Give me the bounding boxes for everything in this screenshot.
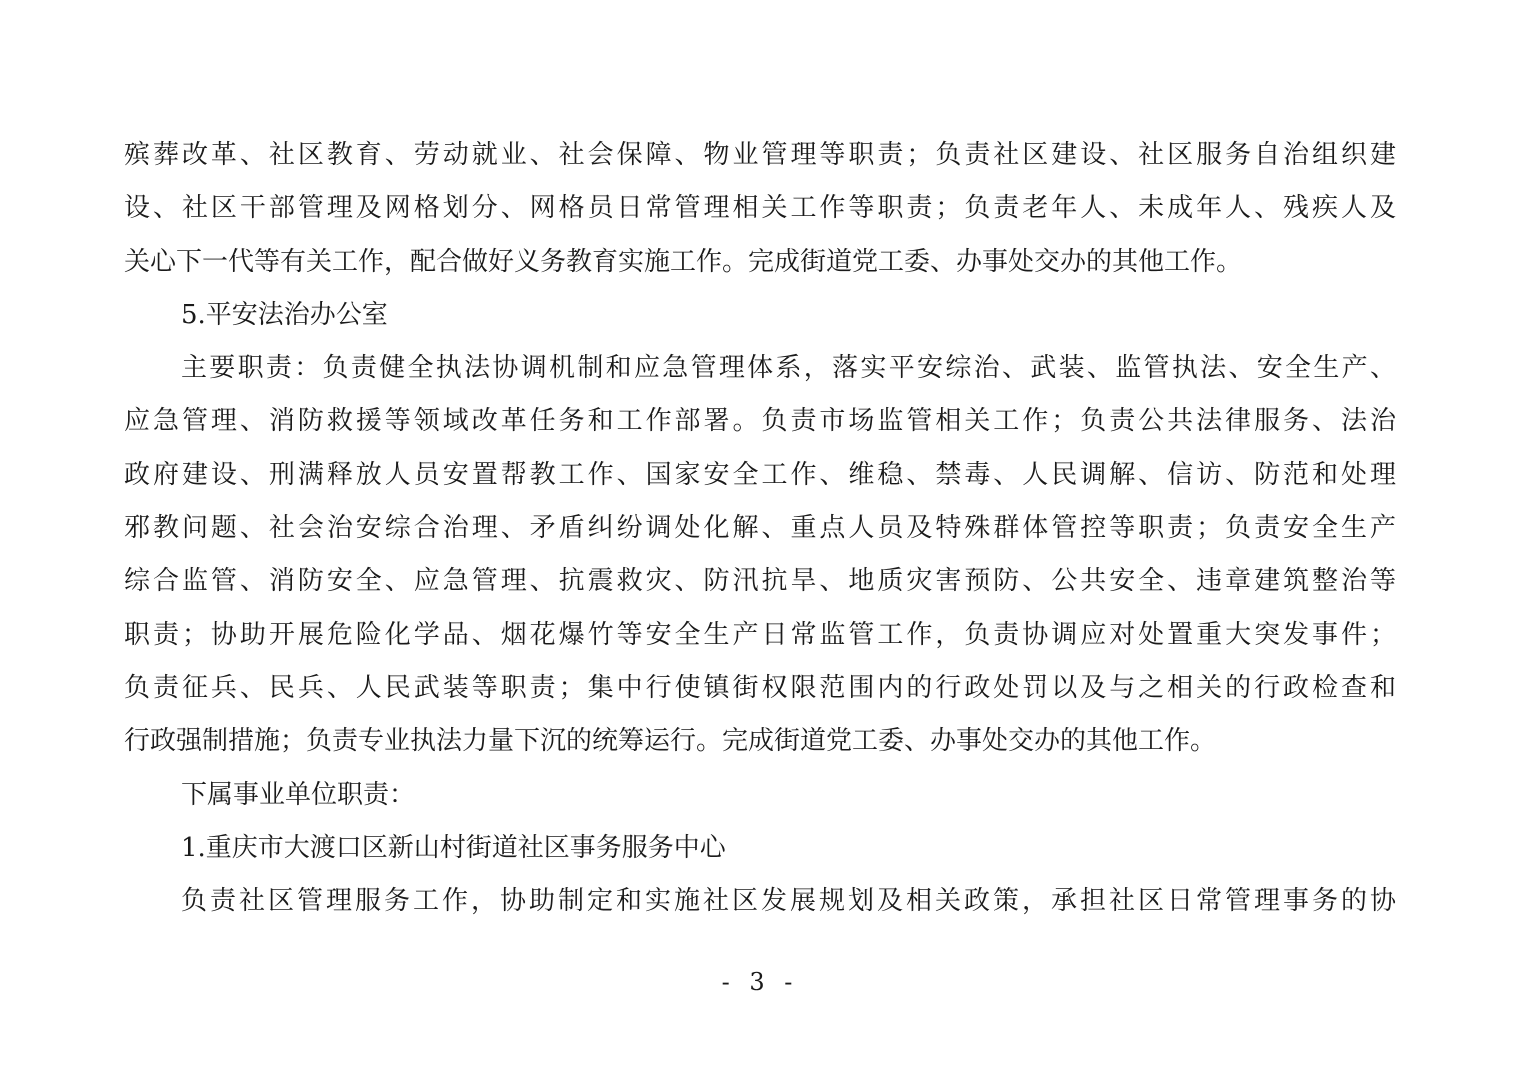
document-body — [124, 129, 1396, 928]
text-line: 综合监管、消防安全、应急管理、抗震救灾、防汛抗旱、地质灾害预防、公共安全、违章建筑整治等 — [124, 566, 1396, 597]
text-line: 行政强制措施；负责专业执法力量下沉的统筹运行。完成街道党工委、办事处交办的其他工作。 — [124, 726, 1217, 757]
text-line: 负责社区管理服务工作，协助制定和实施社区发展规划及相关政策，承担社区日常管理事务的协 — [181, 886, 1396, 917]
text-line: 关心下一代等有关工作，配合做好义务教育实施工作。完成街道党工委、办事处交办的其他工作。 — [124, 246, 1243, 277]
text-line: 应急管理、消防救援等领域改革任务和工作部署。负责市场监管相关工作；负责公共法律服务、法治 — [124, 406, 1396, 437]
text-line: 职责；协助开展危险化学品、烟花爆竹等安全生产日常监管工作，负责协调应对处置重大突发事件； — [124, 619, 1396, 650]
section-heading: 下属事业单位职责： — [181, 779, 416, 810]
section-heading: 1.重庆市大渡口区新山村街道社区事务服务中心 — [181, 832, 726, 863]
text-line: 负责征兵、民兵、人民武装等职责；集中行使镇街权限范围内的行政处罚以及与之相关的行政检查和 — [124, 672, 1396, 703]
section-heading: 5.平安法治办公室 — [181, 299, 388, 330]
text-line: 设、社区干部管理及网格划分、网格员日常管理相关工作等职责；负责老年人、未成年人、残疾人及 — [124, 193, 1396, 224]
text-line: 政府建设、刑满释放人员安置帮教工作、国家安全工作、维稳、禁毒、人民调解、信访、防范和处理 — [124, 459, 1396, 490]
text-line: 主要职责：负责健全执法协调机制和应急管理体系，落实平安综治、武装、监管执法、安全生产、 — [181, 353, 1396, 384]
text-line: 殡葬改革、社区教育、劳动就业、社会保障、物业管理等职责；负责社区建设、社区服务自治组织建 — [124, 140, 1396, 170]
text-line: 邪教问题、社会治安综合治理、矛盾纠纷调处化解、重点人员及特殊群体管控等职责；负责安全生产 — [124, 513, 1396, 544]
page-number: - 3 - — [721, 968, 799, 996]
